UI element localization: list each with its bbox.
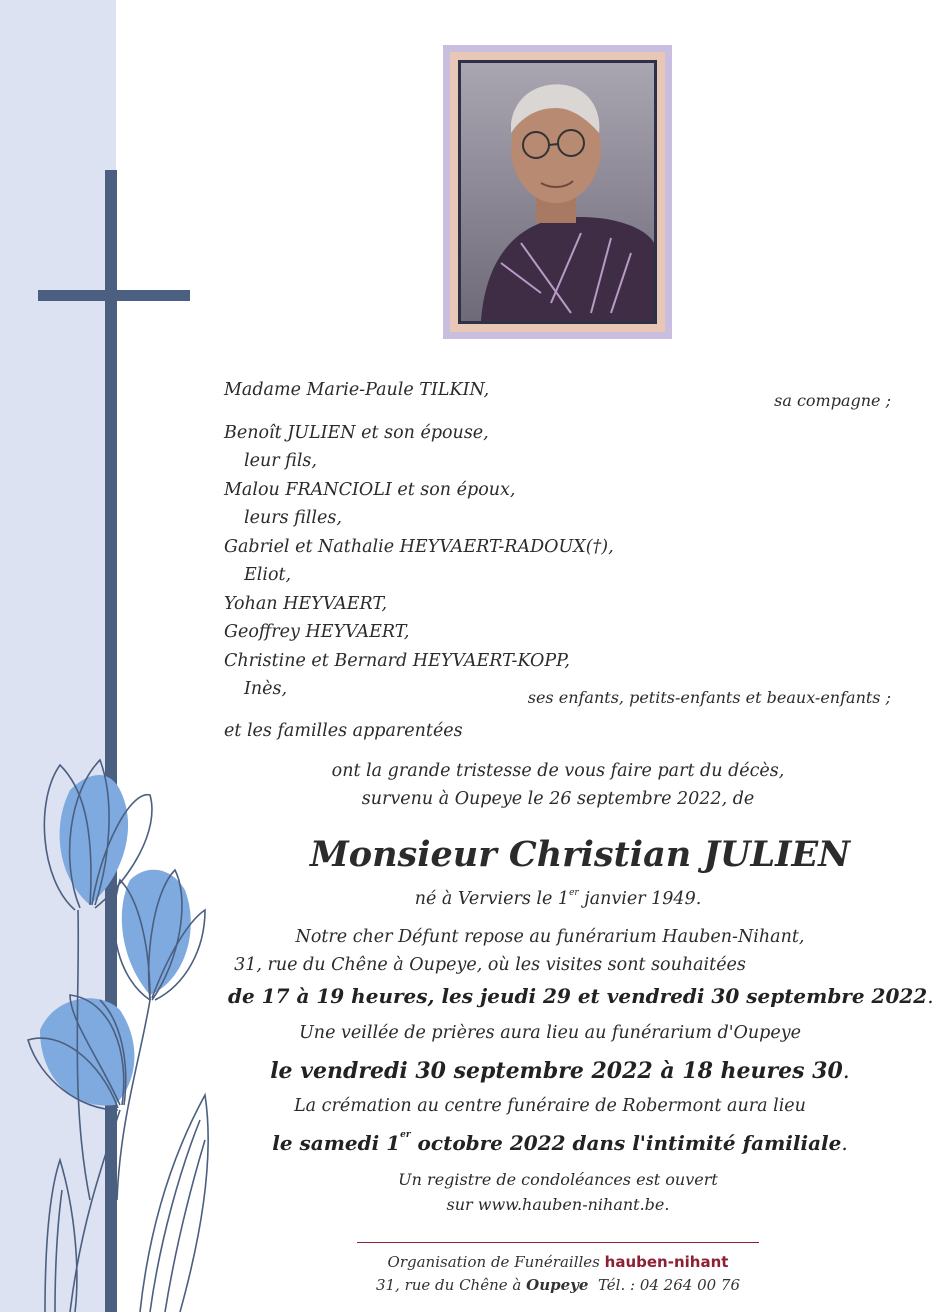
cross-icon [38, 170, 190, 1312]
family-line-5: leurs filles, [244, 508, 342, 528]
family-line-3: leur fils, [244, 451, 317, 471]
brand-logo: hauben-nihant [604, 1253, 729, 1271]
footer-divider [357, 1242, 759, 1243]
vigil-datetime: le vendredi 30 septembre 2022 à 18 heures 30. [270, 1058, 850, 1084]
registry-line-1: Un registre de condoléances est ouvert [398, 1170, 718, 1189]
cremation-line: La crémation au centre funéraire de Robermont aura lieu [294, 1096, 806, 1116]
family-line-1: Madame Marie-Paule TILKIN, [224, 380, 490, 400]
family-line-2: Benoît JULIEN et son épouse, [224, 423, 489, 443]
family-line-8: Yohan HEYVAERT, [224, 594, 388, 614]
cross-and-tulips-decoration [0, 0, 240, 1312]
tulip-icon [28, 760, 208, 1312]
deceased-name: Monsieur Christian JULIEN [310, 834, 851, 875]
family-line-4: Malou FRANCIOLI et son époux, [224, 480, 516, 500]
footer-address: 31, rue du Chêne à Oupeye Tél. : 04 264 00 76 [375, 1276, 741, 1294]
family-line-7: Eliot, [244, 565, 292, 585]
family-line-11: Inès, [244, 679, 288, 699]
announcement-line-2: survenu à Oupeye le 26 septembre 2022, de [361, 789, 755, 809]
announcement-line-1: ont la grande tristesse de vous faire part du décès, [331, 761, 785, 781]
family-line-9: Geoffrey HEYVAERT, [224, 622, 410, 642]
relation-children: ses enfants, petits-enfants et beaux-enfants ; [527, 688, 891, 707]
vigil-line: Une veillée de prières aura lieu au funérarium d'Oupeye [299, 1023, 801, 1043]
portrait-photo [461, 63, 654, 321]
repose-line-1: Notre cher Défunt repose au funérarium Hauben-Nihant, [295, 927, 805, 947]
repose-line-2: 31, rue du Chêne à Oupeye, où les visites sont souhaitées [234, 955, 746, 975]
footer-organisation: Organisation de Funérailles hauben-nihant [387, 1253, 729, 1271]
cremation-datetime: le samedi 1er octobre 2022 dans l'intimité familiale. [272, 1130, 848, 1155]
portrait-mat [450, 52, 665, 332]
birth-line: né à Verviers le 1er janvier 1949. [414, 888, 702, 909]
visit-hours: de 17 à 19 heures, les jeudi 29 et vendredi 30 septembre 2022. [228, 984, 934, 1008]
family-line-12: et les familles apparentées [224, 721, 463, 741]
portrait-frame [443, 45, 672, 339]
family-line-10: Christine et Bernard HEYVAERT-KOPP, [224, 651, 570, 671]
relation-companion: sa compagne ; [774, 391, 891, 410]
family-line-6: Gabriel et Nathalie HEYVAERT-RADOUX(†), [224, 537, 614, 557]
registry-link[interactable]: sur www.hauben-nihant.be. [446, 1195, 670, 1214]
portrait-border [458, 60, 657, 324]
